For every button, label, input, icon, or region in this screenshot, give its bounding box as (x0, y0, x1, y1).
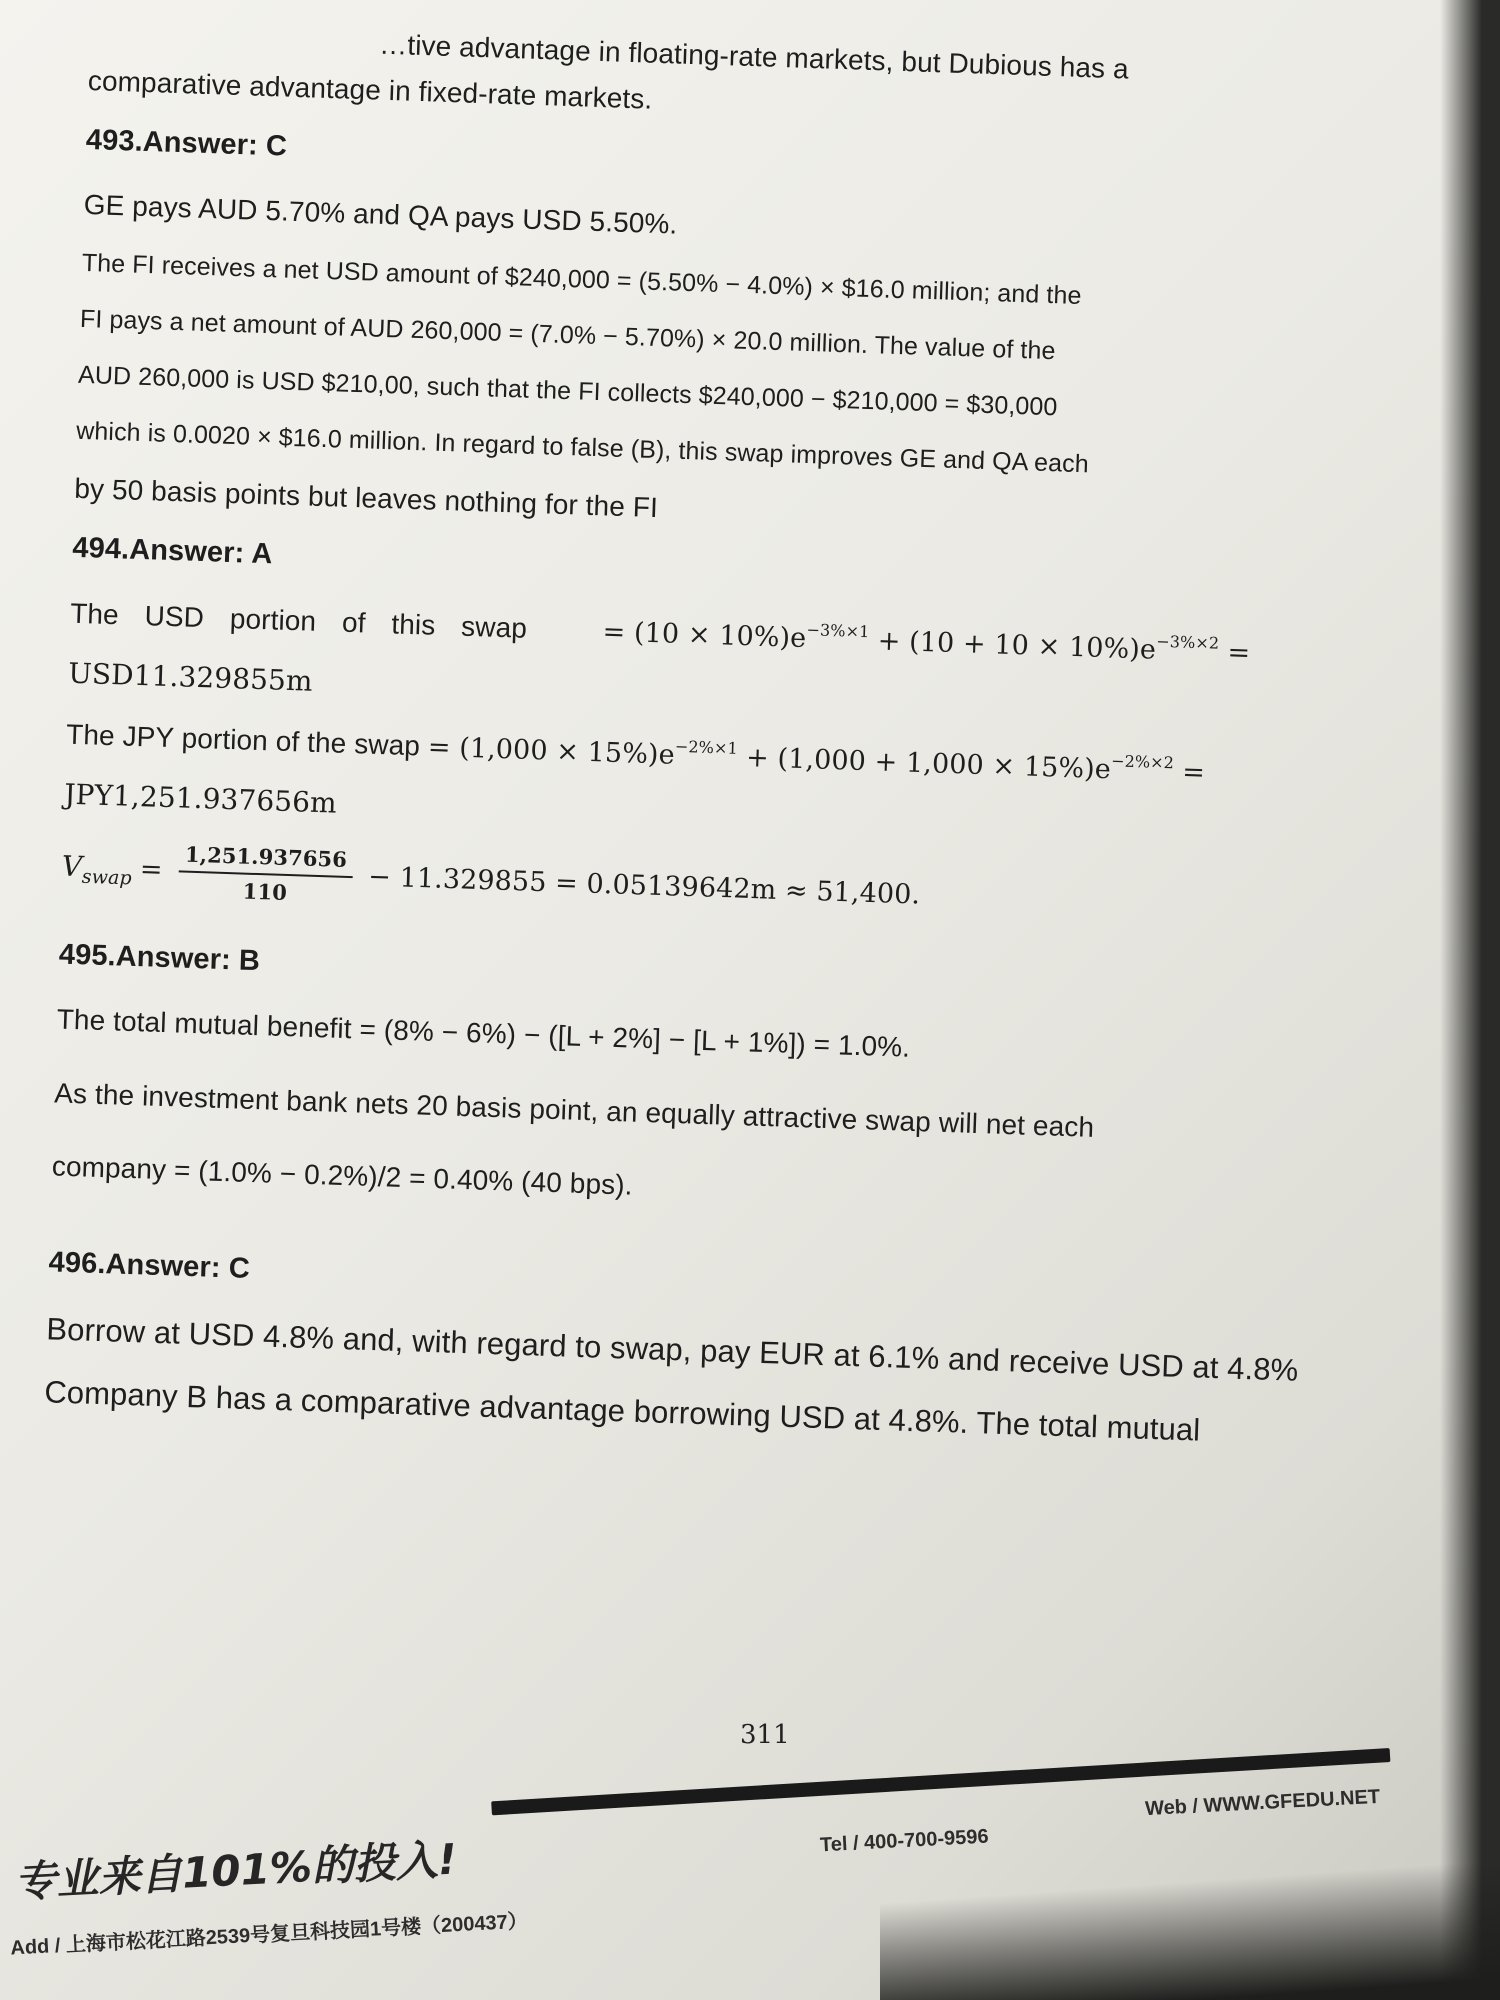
footer-address: Add / 上海市松花江路2539号复旦科技园1号楼（200437） (9, 1910, 529, 1960)
jpy-formula (427, 732, 1205, 789)
fraction-denominator: 110 (242, 878, 288, 906)
vswap-symbol (61, 849, 133, 889)
footer-web: Web / WWW.GFEDU.NET (1144, 1785, 1381, 1821)
text-line: Company B has a comparative advantage borrowing USD at 4.8%. The total mutual (43, 1374, 1201, 1448)
text-line: Borrow at USD 4.8% and, with regard to swap, pay EUR at 6.1% and receive USD at 4.8% (45, 1310, 1299, 1388)
answer-493-heading: 493.Answer: C (85, 124, 288, 163)
text-line: As the investment bank nets 20 basis point, an equally attractive swap will net each (53, 1077, 1095, 1143)
text-line: The FI receives a net USD amount of $240,000 = (5.50% − 4.0%) × $16.0 million; and the (81, 248, 1082, 310)
usd-formula (602, 616, 1251, 668)
text-line: by 50 basis points but leaves nothing for the FI (73, 472, 659, 523)
page-number: 311 (740, 1720, 790, 1750)
page-text (43, 18, 1299, 1475)
usd-portion-label: The USD portion of this swap (69, 597, 528, 644)
text-line: FI pays a net amount of AUD 260,000 = (7.0% − 5.70%) × 20.0 million. The value of the (79, 304, 1056, 365)
formula-part: = (1173, 756, 1206, 789)
formula-part: + (1,000 + 1,000 × 15%)e (737, 741, 1112, 786)
text-line: company = (1.0% − 0.2%)/2 = 0.40% (40 bps). (51, 1150, 634, 1201)
usd-result: USD11.329855m (67, 657, 314, 699)
page-edge-shadow (1440, 0, 1500, 2000)
text-line: GE pays AUD 5.70% and QA pays USD 5.50%. (83, 188, 678, 240)
formula-part: = (1218, 636, 1251, 669)
fraction (177, 841, 353, 907)
text-line: The total mutual benefit = (8% − 6%) − ([L + 2%] − [L + 1%]) = 1.0%. (56, 1003, 911, 1063)
formula-part: = (10 × 10%)e (602, 616, 807, 655)
equals-sign: = (139, 853, 164, 886)
text-line: comparative advantage in fixed-rate markets. (87, 64, 653, 115)
vswap-equation (61, 837, 1222, 936)
vswap-letter: V (61, 849, 83, 883)
footer-slogan: 专业来自101%的投入! (13, 1834, 459, 1907)
jpy-portion-label: The JPY portion of the swap (65, 718, 421, 762)
vswap-rest: − 11.329855 = 0.05139642m ≈ 51,400. (367, 861, 921, 911)
vswap-subscript: swap (81, 865, 133, 889)
answer-495-heading: 495.Answer: B (58, 938, 261, 978)
answer-496-heading: 496.Answer: C (48, 1246, 251, 1285)
jpy-portion-equation (66, 717, 1227, 791)
text-line: which is 0.0020 × $16.0 million. In regard to false (B), this swap improves GE and QA each (75, 416, 1090, 478)
fraction-numerator: 1,251.937656 (178, 841, 353, 878)
background-shadow (880, 1860, 1500, 2000)
footer-tel: Tel / 400-700-9596 (819, 1825, 990, 1857)
exponent: −3%×2 (1156, 631, 1220, 653)
text-line: AUD 260,000 is USD $210,00, such that the FI collects $240,000 − $210,000 = $30,000 (77, 360, 1058, 421)
exponent: −2%×1 (674, 736, 739, 758)
answer-494-heading: 494.Answer: A (71, 531, 273, 571)
jpy-result: JPY1,251.937656m (63, 777, 338, 820)
usd-portion-equation (69, 596, 1251, 670)
exponent: −3%×1 (806, 620, 870, 642)
formula-part: + (10 + 10 × 10%)e (868, 625, 1157, 666)
formula-part: = (1,000 × 15%)e (427, 731, 676, 771)
exponent: −2%×2 (1110, 751, 1175, 773)
text-line: …tive advantage in floating-rate markets, but Dubious has a (378, 28, 1130, 85)
